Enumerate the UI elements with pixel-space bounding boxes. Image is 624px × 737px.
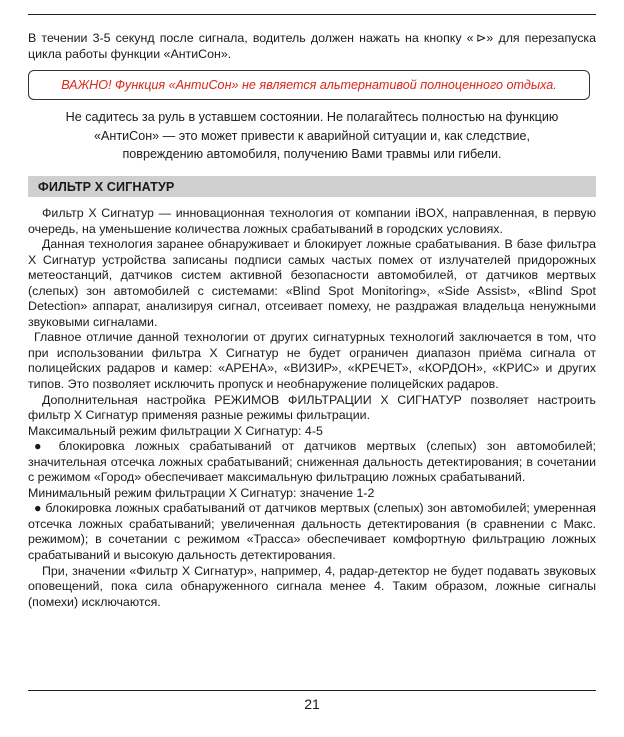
paragraph-technology: Данная технология заранее обнаруживает и блокирует ложные срабатывания. В базе фильтра Х Сигнатур устройства записаны подписи самых частых помех от излучателей придорожных метеостанций, датчиков систем активной безопасности автомобилей, от датчиков мертвых (слепых) зон автомобилей с системами: «Blind Spot Monitoring», «Side Assist», «Blind Spot Detection» аппарат, анализируя сигнал, отсеивает помеху, не раздражая владельца ненужными звуковыми сигналами.: [28, 237, 596, 329]
max-mode-heading: Максимальный режим фильтрации Х Сигнатур: 4-5: [28, 423, 323, 438]
paragraph-intro: Фильтр Х Сигнатур — инновационная технология от компании iBOX, направленная, в первую очередь, на уменьшение количества ложных срабатываний в городских условиях.: [28, 206, 596, 236]
caution-line: «АнтиСон» — это может привести к аварийной ситуации и, как следствие,: [93, 128, 531, 143]
paragraph-example: При, значении «Фильтр Х Сигнатур», например, 4, радар-детектор не будет подавать звуковых оповещений, пока сила обнаруженного сигнала менее 4. Таким образом, ложные сигналы (помехи) исключаются.: [28, 563, 596, 609]
bottom-divider: [28, 690, 596, 691]
section-header: [28, 176, 596, 197]
min-mode-heading: Минимальный режим фильтрации Х Сигнатур: значение 1-2: [28, 485, 375, 500]
min-mode-bullet: ● блокировка ложных срабатываний от датчиков мертвых (слепых) зон автомобилей; умеренная отсечка ложных срабатываний; увеличенная дальность детектирования (в сравнении с Макс. режимом); в сочетании с режимом «Трасса» обеспечивает комфортную фильтрацию ложных срабатываний и высокую дальность детектирования.: [28, 501, 596, 563]
section-title: ФИЛЬТР Х СИГНАТУР: [38, 179, 175, 194]
page-number: 21: [304, 696, 320, 712]
paragraph-difference: Главное отличие данной технологии от других сигнатурных технологий заключается в том, что при использовании фильтра Х Сигнатур не будет ограничен диапазон приёма сигнала от полицейских радаров и камер: «АРЕНА», «ВИЗИР», «КРЕЧЕТ», «КОРДОН», «КРИС» и других типов. Это позволяет исключить пропуск и необнаружение полицейских радаров.: [28, 330, 596, 392]
section-body: [28, 206, 596, 610]
warning-box: [28, 70, 590, 100]
top-divider: [28, 14, 596, 15]
paragraph-settings: Дополнительная настройка РЕЖИМОВ ФИЛЬТРАЦИИ Х СИГНАТУР позволяет настроить фильтр Х Сигнатур применяя разные режимы фильтрации.: [28, 392, 596, 423]
intro-paragraph: В течении 3-5 секунд после сигнала, водитель должен нажать на кнопку « ⊳» для перезапуска цикла работы функции «АнтиСон».: [28, 31, 596, 61]
caution-line: повреждению автомобиля, получению Вами травмы или гибели.: [122, 147, 502, 161]
caution-line: Не садитесь за руль в уставшем состоянии. Не полагайтесь полностью на функцию: [65, 110, 559, 124]
warning-text: ВАЖНО! Функция «АнтиСон» не является альтернативой полноценного отдыха.: [61, 78, 557, 92]
max-mode-bullet: ● блокировка ложных срабатываний от датчиков мертвых (слепых) зон автомобилей; значительная отсечка ложных срабатываний; сниженная дальность детектирования; в сочетании с режимом «Город» обеспечивает максимальную фильтрацию ложных срабатываний.: [28, 439, 596, 485]
caution-block: [28, 108, 596, 164]
